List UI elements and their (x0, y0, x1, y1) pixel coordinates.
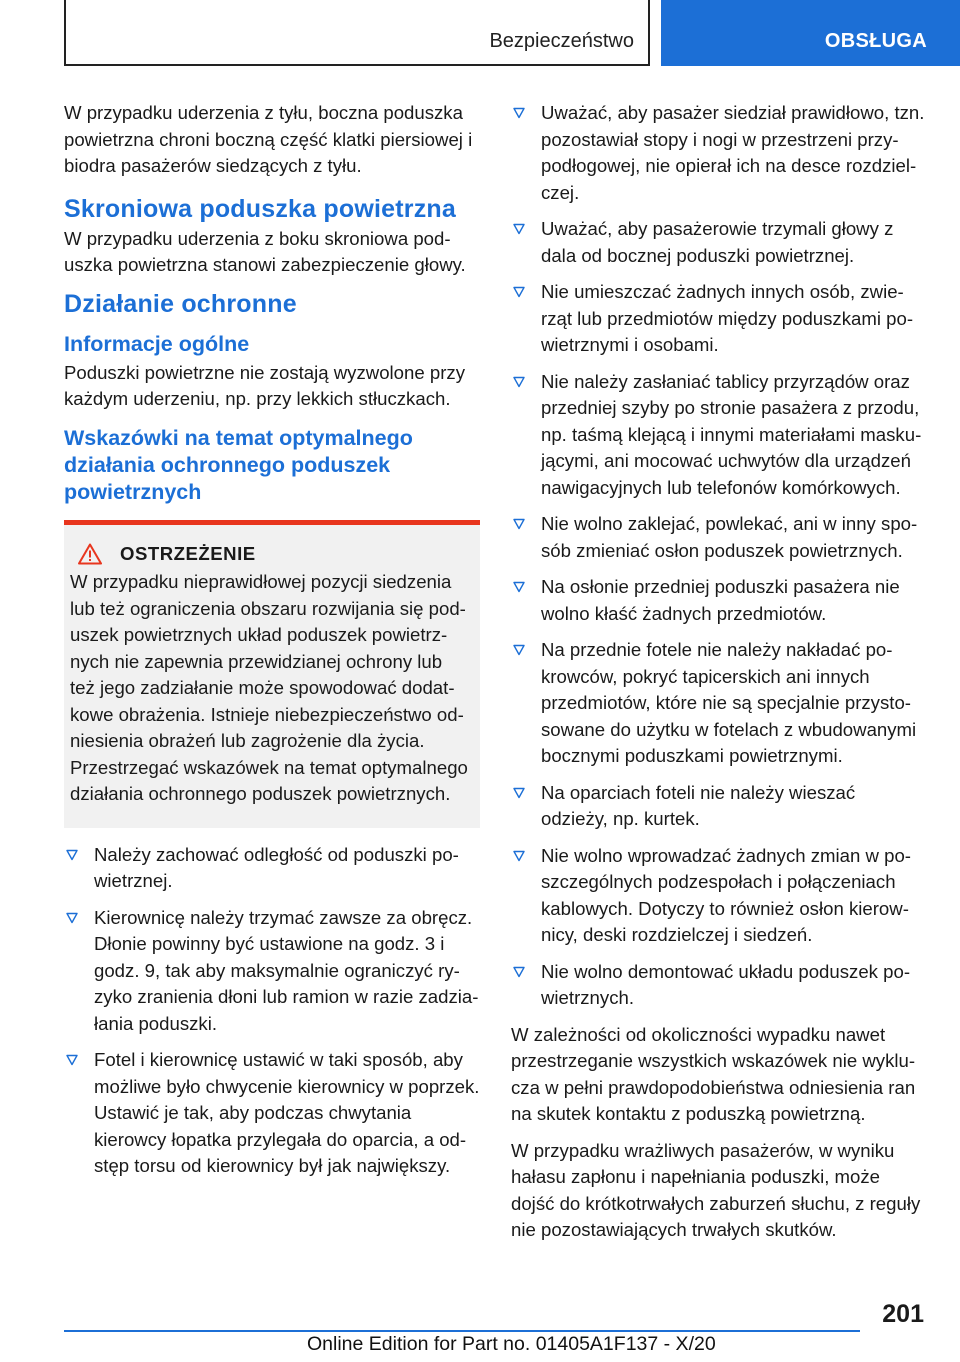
list-item-text: Nie należy zasłaniać tablicy przyrządów oraz przedniej szyby po stronie pasażera z przodu, np. taśmą klejącą i innymi materiałami maskującymi, ani mocować uchwytów dla urządzeń nawigacyjnych lub telefonów komórkowych. (541, 370, 922, 498)
warning-text: W przypadku nieprawidłowej pozycji siedzenia lub też ograniczenia obszaru rozwijania się poduszek powietrznych układ poduszek powietrznych nie zapewnia przewidzianej ochrony lub też jego zadziałanie może spowodować dodatkowe obrażenia. Istnieje niebezpieczeństwo odniesienia obrażeń lub zagrożenie dla życia. Przestrzegać wskazówek na temat optymalnego działania ochronnego poduszek powietrznych. (70, 571, 468, 804)
intro-paragraph: W przypadku uderzenia z tyłu, boczna poduszka powietrzna chroni boczną część klatki piersiowej i biodra pasażerów siedzących z tyłu. (64, 102, 473, 176)
list-item-text: Kierownicę należy trzymać zawsze za obręcz. Dłonie powinny być ustawione na godz. 3 i godz. 9, tak aby maksymalnie ograniczyć ryzyko zranienia dłoni lub ramion w razie zadziałania poduszki. (94, 906, 479, 1034)
heading-dzialanie: Działanie ochronne (64, 289, 297, 318)
list-item-text: Uważać, aby pasażerowie trzymali głowy z dala od bocznej poduszki powietrznej. (541, 218, 894, 266)
list-item (511, 511, 927, 564)
list-item (511, 369, 927, 502)
list-item-text: Nie wolno zaklejać, powlekać, ani w inny sposób zmieniać osłon poduszek powietrznych. (541, 513, 918, 561)
list-item (64, 842, 480, 895)
triangle-bullet-icon (513, 787, 525, 799)
list-item (511, 100, 927, 206)
list-item-text: Nie wolno demontować układu poduszek powietrznych. (541, 960, 911, 1008)
list-item (511, 637, 927, 770)
list-item (511, 279, 927, 359)
header-section-title: Bezpieczeństwo (489, 30, 634, 52)
zaleznosci-paragraph: W zależności od okoliczności wypadku nawet przestrzeganie wszystkich wskazówek nie wyklucza w pełni prawdopodobieństwa odniesienia ran na skutek kontaktu z poduszką powietrzną. (511, 1023, 916, 1124)
triangle-bullet-icon (513, 966, 525, 978)
warning-triangle-icon (78, 543, 102, 565)
list-item-text: Należy zachować odległość od poduszki powietrznej. (94, 843, 459, 891)
right-bullet-list (511, 100, 927, 1012)
header-section-box (64, 0, 650, 66)
warning-box (64, 520, 480, 828)
header-chapter-title: OBSŁUGA (824, 30, 927, 52)
triangle-bullet-icon (513, 223, 525, 235)
list-item-text: Nie wolno wprowadzać żadnych zmian w poszczególnych podzespołach i połączeniach kablowych. Dotyczy to również osłon kierownicy, deski rozdzielczej i siedzeń. (541, 844, 911, 945)
informacje-paragraph: Poduszki powietrzne nie zostają wyzwolone przy każdym uderzeniu, np. przy lekkich stłuczkach. (64, 361, 465, 409)
list-item-text: Fotel i kierownicę ustawić w taki sposób, aby możliwe było chwycenie kierownicy w poprzek. Ustawić je tak, aby podczas chwytania kierowcy łopatka przylegała do oparcia, a odstęp torsu od kierownicy był jak największy. (94, 1049, 480, 1176)
list-item (64, 905, 480, 1038)
list-item (511, 780, 927, 833)
list-item (511, 216, 927, 269)
triangle-bullet-icon (513, 644, 525, 656)
heading-informacje: Informacje ogólne (64, 331, 250, 356)
triangle-bullet-icon (66, 912, 78, 924)
warning-header (70, 541, 472, 568)
triangle-bullet-icon (513, 581, 525, 593)
list-item-text: Uważać, aby pasażer siedział prawidłowo, tzn. pozostawiał stopy i nogi w przestrzeni przypodłogowej, nie opierał ich na desce rozdzielczej. (541, 102, 925, 203)
wrazliwych-paragraph: W przypadku wrażliwych pasażerów, w wyniku hałasu zapłonu i napełniania poduszki, może dojść do krótkotrwałych zaburzeń słuchu, z reguły nie pozostawiających trwałych skutków. (511, 1139, 921, 1240)
footer-edition-text: Online Edition for Part no. 01405A1F137 - X/20 (307, 1333, 716, 1355)
right-column (511, 100, 927, 1254)
triangle-bullet-icon (513, 107, 525, 119)
list-item-text: Na oparciach foteli nie należy wieszać odzieży, np. kurtek. (541, 781, 856, 829)
heading-skroniowa: Skroniowa poduszka powietrzna (64, 194, 456, 223)
skroniowa-paragraph: W przypadku uderzenia z boku skroniowa poduszka powietrzna stanowi zabezpieczenie głowy. (64, 227, 466, 275)
left-column (64, 100, 480, 1190)
triangle-bullet-icon (513, 286, 525, 298)
page-number: 201 (882, 1300, 924, 1328)
list-item (511, 959, 927, 1012)
list-item-text: Nie umieszczać żadnych innych osób, zwierząt lub przedmiotów między poduszkami powietrznymi i osobami. (541, 281, 914, 355)
list-item (511, 843, 927, 949)
left-bullet-list (64, 842, 480, 1180)
triangle-bullet-icon (66, 849, 78, 861)
footer-divider (64, 1330, 860, 1332)
list-item-text: Na przednie fotele nie należy nakładać pokrowców, pokryć tapicerskich ani innych przedmiotów, które nie są specjalnie przystosowane do użytku w fotelach z wbudowanymi bocznymi poduszkami powietrznymi. (541, 639, 917, 766)
triangle-bullet-icon (66, 1054, 78, 1066)
triangle-bullet-icon (513, 376, 525, 388)
triangle-bullet-icon (513, 518, 525, 530)
warning-title: OSTRZEŻENIE (120, 542, 256, 564)
list-item (64, 1047, 480, 1180)
heading-wskazowki: Wskazówki na temat optymalnego działania ochronnego poduszek powietrznych (64, 425, 413, 504)
list-item (511, 574, 927, 627)
triangle-bullet-icon (513, 850, 525, 862)
list-item-text: Na osłonie przedniej poduszki pasażera nie wolno kłaść żadnych przedmiotów. (541, 576, 900, 624)
header-chapter-box (661, 0, 960, 66)
